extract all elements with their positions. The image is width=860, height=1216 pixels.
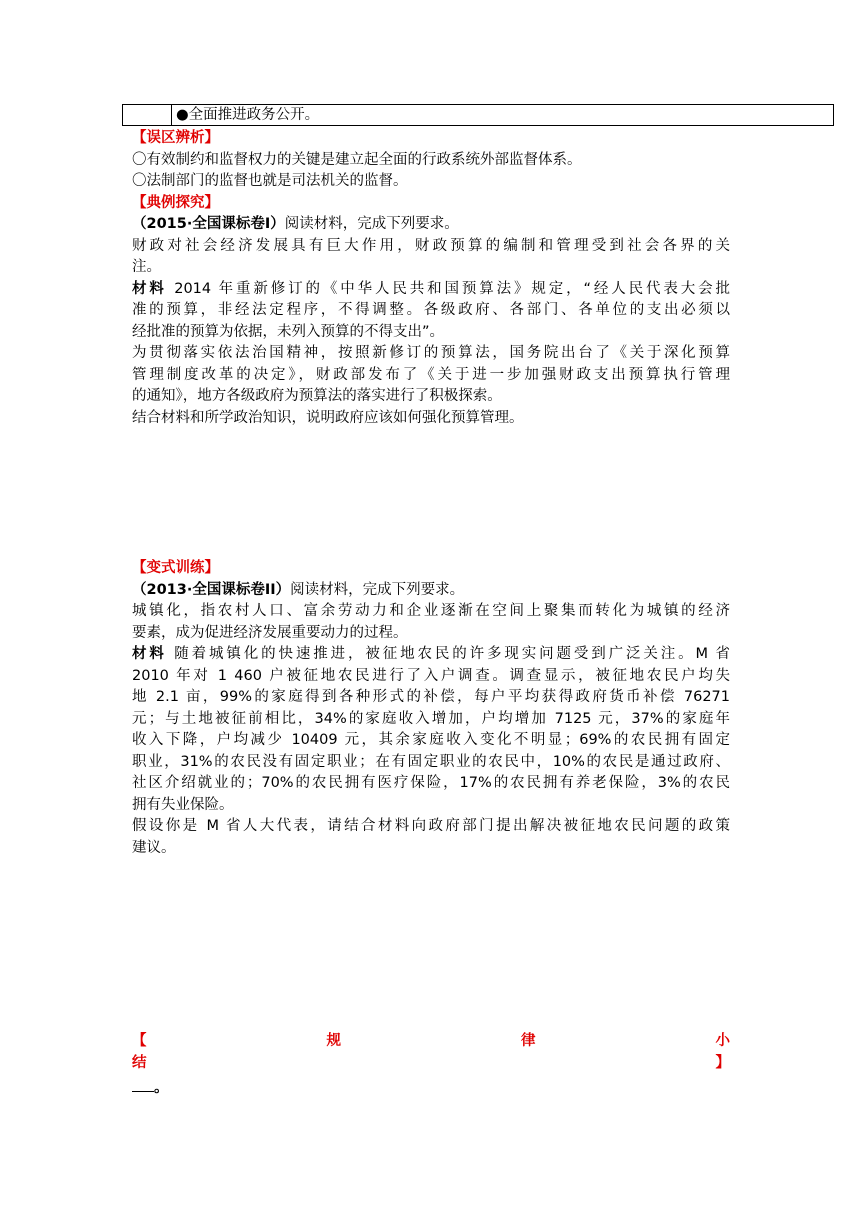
summary-char: 小 — [715, 1033, 730, 1049]
misconception-item: 〇法制部门的监督也就是司法机关的监督。 — [132, 173, 408, 189]
example-intro-line: 注。 — [132, 259, 161, 275]
example-source-line — [132, 214, 730, 236]
practice-source-line — [132, 580, 730, 602]
summary-char: 】 — [715, 1055, 730, 1071]
example-material-line: 准的预算，非经法定程序，不得调整。各级政府、各部门、各单位的支出必须以 — [132, 302, 730, 318]
blank-underline — [132, 1079, 154, 1092]
practice-material-line: 职业，31%的农民没有固定职业；在有固定职业的农民中，10%的农民是通过政府、 — [132, 753, 730, 770]
summary-char: 规 — [326, 1033, 341, 1049]
practice-material-line: 2010 年对 1 460 户被征地农民进行了入户调查。调查显示，被征地农民户均失 — [132, 667, 730, 684]
practice-question-line: 假设你是 M 省人大代表，请结合材料向政府部门提出解决被征地农民问题的政策 — [132, 818, 730, 834]
practice-source: （2013·全国课标卷II） — [132, 581, 291, 598]
main-content — [132, 128, 730, 859]
example-source: （2015·全国课标卷Ⅰ） — [132, 216, 285, 232]
practice-prompt: 阅读材料，完成下列要求。 — [290, 581, 465, 598]
practice-question-line: 建议。 — [132, 839, 176, 856]
misconception-item: 〇有效制约和监督权力的关键是建立起全面的行政系统外部监督体系。 — [132, 151, 582, 168]
section-heading-practice: 【变式训练】 — [132, 560, 219, 576]
table-cell-text: ●全面推进政务公开。 — [176, 107, 320, 123]
example-para-line: 管理制度改革的决定》，财政部发布了《关于进一步加强财政支出预算执行管理 — [132, 366, 730, 383]
practice-material-line: 社区介绍就业的；70%的农民拥有医疗保险，17%的农民拥有养老保险，3%的农民 — [132, 775, 730, 791]
summary-end: 。 — [154, 1080, 169, 1096]
material-text: 随着城镇化的快速推进，被征地农民的许多现实问题受到广泛关注。M 省 — [166, 646, 731, 662]
practice-intro-line: 要素，成为促进经济发展重要动力的过程。 — [132, 624, 408, 641]
table-row — [122, 104, 834, 126]
material-label: 材料 — [132, 280, 167, 297]
practice-material-line: 元；与土地被征前相比，34%的家庭收入增加，户均增加 7125 元，37%的家庭年 — [132, 710, 730, 727]
example-material-line: 经批准的预算为依据，未列入预算的不得支出”。 — [132, 323, 445, 340]
example-intro-line: 财政对社会经济发展具有巨大作用，财政预算的编制和管理受到社会各界的关 — [132, 237, 730, 254]
practice-intro-line: 城镇化，指农村人口、富余劳动力和企业逐渐在空间上聚集而转化为城镇的经济 — [132, 603, 730, 619]
table-cell-empty — [123, 105, 172, 125]
example-material-line — [132, 279, 730, 301]
summary-char: 【 — [132, 1033, 147, 1049]
practice-material-line: 地 2.1 亩，99%的家庭得到各种形式的补偿，每户平均获得政府货币补偿 76271 — [132, 689, 730, 705]
summary-char: 律 — [521, 1033, 536, 1049]
practice-material-line: 收入下降，户均减少 10409 元，其余家庭收入变化不明显；69%的农民拥有固定 — [132, 732, 730, 748]
material-text: 2014 年重新修订的《中华人民共和国预算法》规定，“经人民代表大会批 — [166, 280, 730, 297]
example-prompt: 阅读材料，完成下列要求。 — [284, 216, 459, 232]
example-para-line: 为贯彻落实依法治国精神，按照新修订的预算法，国务院出台了《关于深化预算 — [132, 345, 730, 361]
summary-heading — [132, 1030, 730, 1074]
practice-material-line — [132, 644, 730, 666]
material-label: 材料 — [132, 646, 167, 662]
summary-answer-blank — [132, 1076, 169, 1097]
section-heading-misconception: 【误区辨析】 — [132, 130, 219, 146]
example-question: 结合材料和所学政治知识，说明政府应该如何强化预算管理。 — [132, 409, 524, 426]
summary-char: 结 — [132, 1055, 147, 1071]
example-para-line: 的通知》，地方各级政府为预算法的落实进行了积极探索。 — [132, 388, 502, 404]
section-heading-example: 【典例探究】 — [132, 194, 219, 211]
practice-material-line: 拥有失业保险。 — [132, 796, 234, 813]
